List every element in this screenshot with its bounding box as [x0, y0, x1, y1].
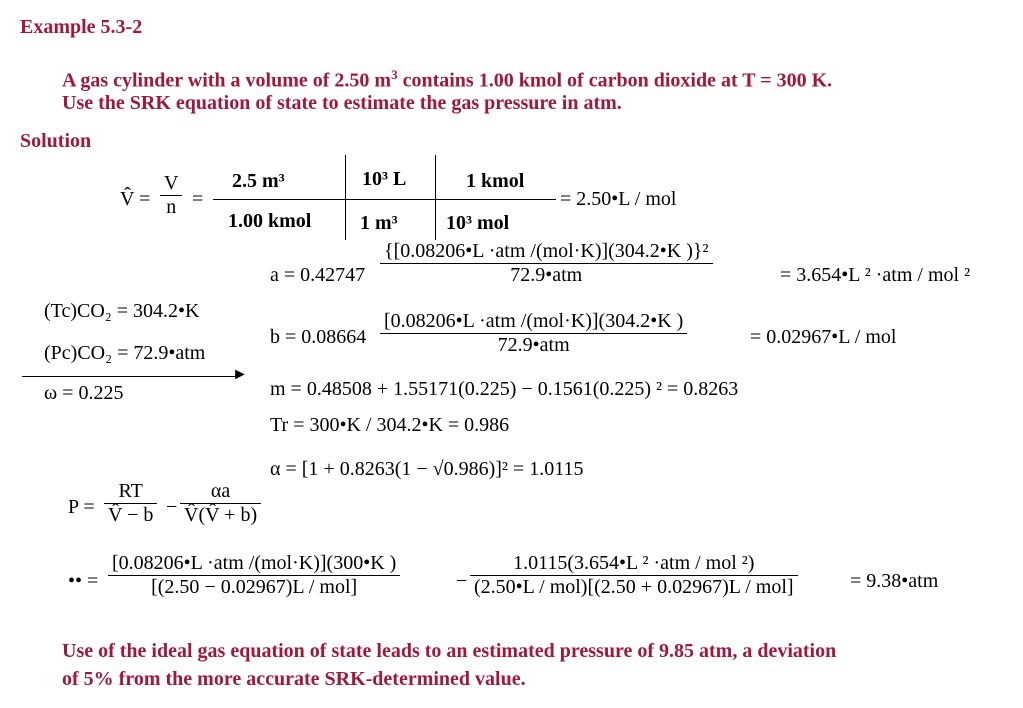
eq-final-term-1-num: [0.08206•L ·atm /(mol·K)](300•K )	[112, 552, 397, 574]
factor-1-den: 1.00 kmol	[228, 210, 312, 232]
eq-alpha: α = [1 + 0.8263(1 − √0.986)]² = 1.0115	[270, 458, 584, 480]
eq-b-lhs: b = 0.08664	[270, 326, 367, 348]
eq-final-lhs: •• =	[68, 570, 99, 592]
factor-3-den: 10³ mol	[446, 212, 510, 234]
eq-p-term-1	[104, 480, 157, 527]
molar-volume-equals: =	[192, 188, 204, 210]
conclusion-line-1: Use of the ideal gas equation of state leads to an estimated pressure of 9.85 atm, a deviation	[62, 640, 837, 662]
eq-a-lhs: a = 0.42747	[270, 264, 366, 286]
conversion-table-vline-2	[435, 155, 436, 240]
eq-m: m = 0.48508 + 1.55171(0.225) − 0.1561(0.225) ² = 0.8263	[270, 378, 739, 400]
eq-a-result: = 3.654•L ² ·atm / mol ²	[780, 264, 971, 286]
arrow-head-icon: ►	[232, 366, 248, 383]
eq-final-term-2-num: 1.0115(3.654•L ² ·atm / mol ²)	[513, 552, 755, 574]
example-title: Example 5.3-2	[20, 16, 143, 38]
critical-temperature: (Tc)CO₂ = 304.2•K	[44, 300, 200, 322]
molar-volume-lhs: V̂ =	[120, 188, 151, 210]
eq-p-lhs: P =	[68, 496, 95, 518]
acentric-factor: ω = 0.225	[44, 382, 124, 404]
eq-p-minus: −	[166, 496, 178, 518]
problem-line-1	[62, 62, 832, 94]
eq-a-fraction	[380, 240, 713, 287]
critical-pressure: (Pc)CO₂ = 72.9•atm	[44, 342, 206, 364]
arrow-shaft	[22, 376, 238, 377]
eq-final-result: = 9.38•atm	[850, 570, 939, 592]
factor-1-num: 2.5 m³	[232, 170, 285, 192]
eq-p-term-1-den: V̂ − b	[108, 504, 154, 526]
eq-final-term-1-den: [(2.50 − 0.02967)L / mol]	[151, 576, 358, 598]
eq-p-term-2	[180, 480, 261, 527]
eq-final-minus: −	[456, 570, 468, 592]
problem-line-1-post: contains 1.00 kmol of carbon dioxide at T = 300 K.	[397, 69, 833, 92]
factor-3-num: 1 kmol	[466, 170, 525, 192]
fraction-denominator-n: n	[166, 196, 177, 218]
eq-a-denominator: 72.9•atm	[510, 264, 583, 286]
eq-b-result: = 0.02967•L / mol	[750, 326, 897, 348]
conclusion-line-2: of 5% from the more accurate SRK-determined value.	[62, 668, 526, 690]
conversion-table-hline	[213, 199, 556, 200]
problem-line-2: Use the SRK equation of state to estimate the gas pressure in atm.	[62, 92, 622, 114]
solution-label: Solution	[20, 130, 92, 152]
eq-b-fraction	[380, 310, 687, 357]
fraction-numerator-v: V	[164, 172, 179, 194]
eq-p-term-1-num: RT	[118, 480, 143, 502]
eq-p-term-2-den: V̂(V̂ + b)	[184, 504, 258, 526]
eq-final-term-2	[470, 552, 798, 599]
molar-volume-result: = 2.50•L / mol	[560, 188, 677, 210]
eq-final-term-2-den: (2.50•L / mol)[(2.50 + 0.02967)L / mol]	[474, 576, 794, 598]
eq-b-denominator: 72.9•atm	[497, 334, 570, 356]
factor-2-num: 10³ L	[362, 168, 407, 190]
factor-2-den: 1 m³	[360, 212, 398, 234]
eq-final-term-1	[108, 552, 400, 599]
eq-a-numerator: {[0.08206•L ·atm /(mol·K)](304.2•K )}²	[384, 240, 709, 262]
eq-reduced-temperature: Tr = 300•K / 304.2•K = 0.986	[270, 414, 510, 436]
eq-p-term-2-num: αa	[210, 480, 231, 502]
molar-volume-fraction	[160, 172, 182, 219]
problem-line-1-pre: A gas cylinder with a volume of 2.50 m	[62, 69, 392, 92]
eq-b-numerator: [0.08206•L ·atm /(mol·K)](304.2•K )	[384, 310, 684, 332]
conversion-table-vline-1	[345, 155, 346, 240]
problem-line-1-sup: 3	[391, 67, 398, 82]
